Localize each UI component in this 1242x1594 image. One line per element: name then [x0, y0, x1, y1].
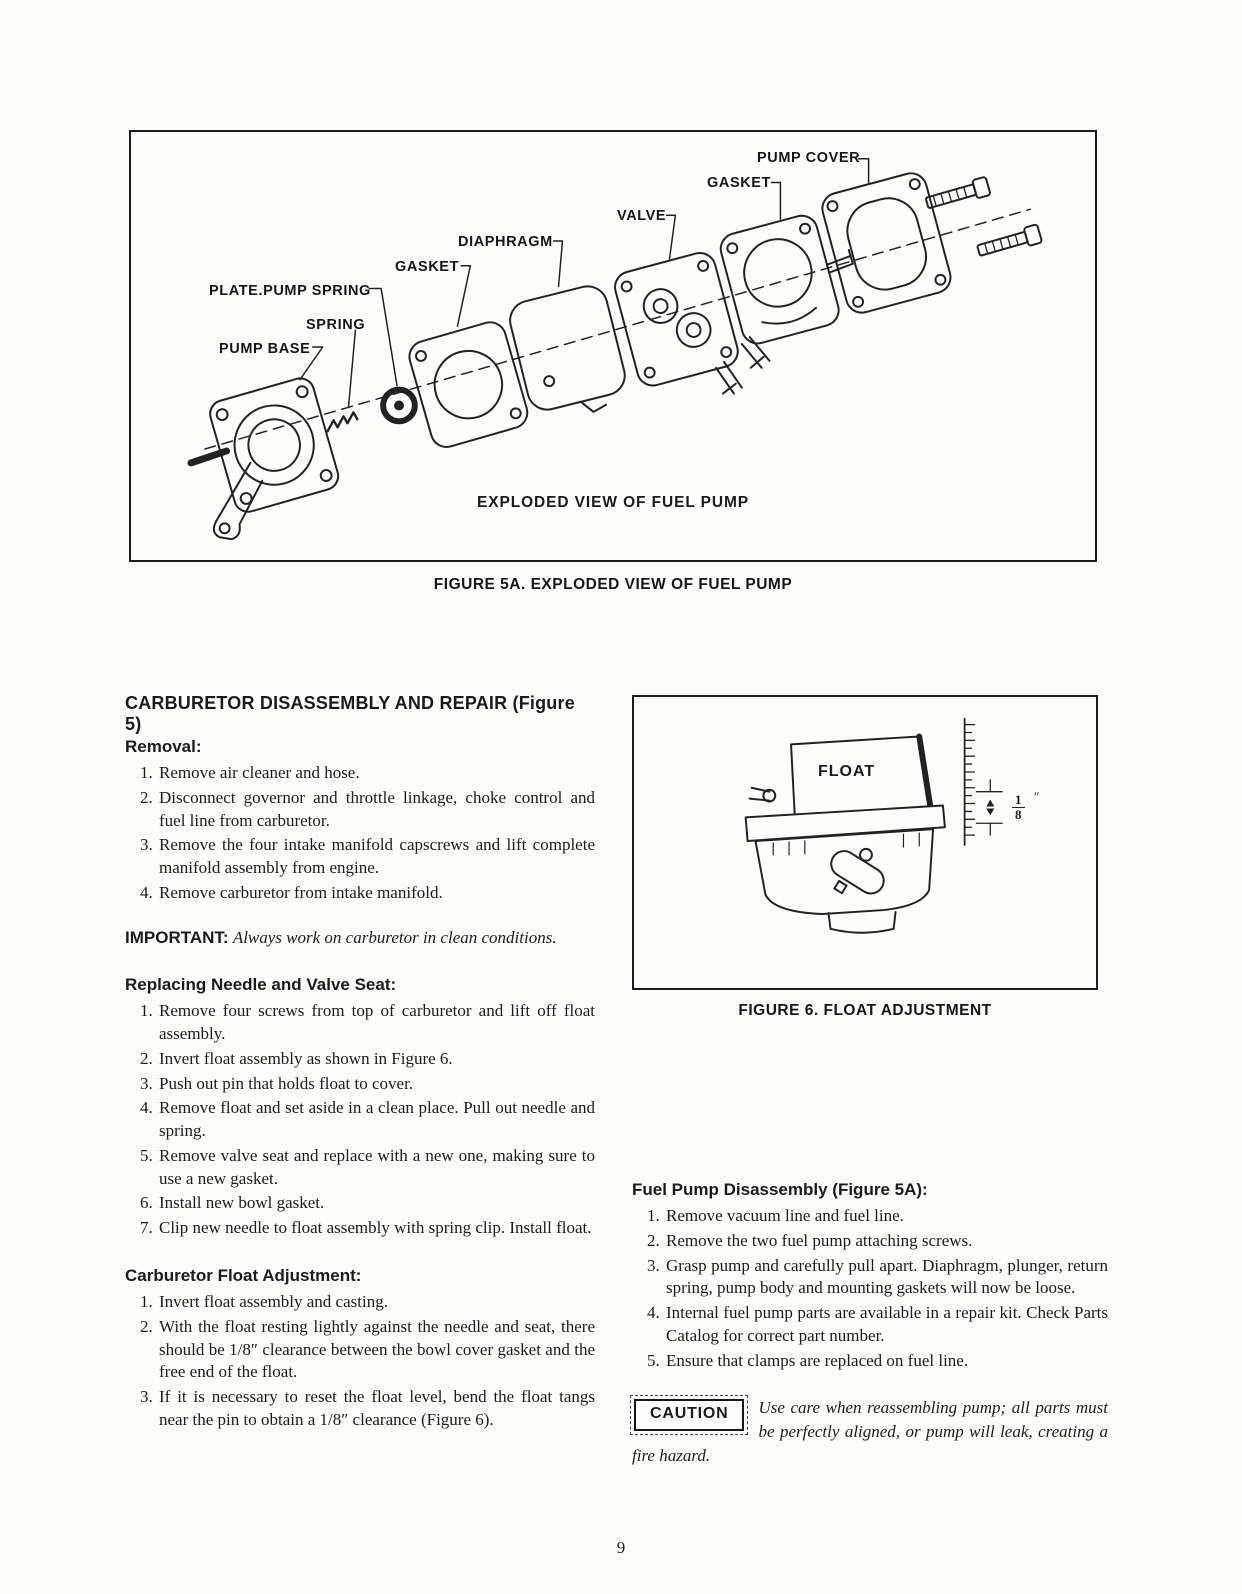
list-item: 1. Remove vacuum line and fuel line.	[664, 1205, 1108, 1228]
list-item: 2. With the float resting lightly against the needle and seat, there should be 1/8″ clearance between the bowl cover gasket and the free end of the float.	[157, 1316, 595, 1384]
float-adjustment-diagram	[634, 697, 1096, 988]
gasket-left-drawing	[406, 319, 531, 451]
screw-drawing-2	[976, 224, 1042, 260]
removal-steps	[125, 762, 595, 905]
right-column	[632, 1180, 1108, 1468]
screw-drawing-1	[924, 177, 990, 213]
caution-note	[632, 1396, 1108, 1467]
list-item: 4. Remove carburetor from intake manifold.	[157, 882, 595, 905]
subsection-float-adjustment: Carburetor Float Adjustment:	[125, 1266, 362, 1286]
subsection-removal: Removal:	[125, 737, 202, 756]
diagram-label-gasket-left: GASKET	[395, 259, 460, 275]
left-column	[125, 693, 595, 1434]
figure-5a	[129, 130, 1097, 562]
caution-text: Use care when reassembling pump; all parts must be perfectly aligned, or pump will leak, creating a fire hazard.	[632, 1398, 1108, 1465]
needle-valve-seat-steps	[125, 1000, 595, 1240]
figure-6	[632, 695, 1098, 990]
list-item: 1. Invert float assembly and casting.	[157, 1291, 595, 1314]
list-item: 5. Remove valve seat and replace with a new one, making sure to use a new gasket.	[157, 1145, 595, 1191]
pump-cover-drawing	[819, 170, 954, 316]
important-text: Always work on carburetor in clean conditions.	[232, 927, 557, 947]
list-item: 3. If it is necessary to reset the float level, bend the float tangs near the pin to obtain a 1/8″ clearance (Figure 6).	[157, 1386, 595, 1432]
page-number: 9	[616, 1538, 626, 1557]
list-item: 3. Remove the four intake manifold capscrews and lift complete manifold assembly from engine.	[157, 834, 595, 880]
list-item: 3. Push out pin that holds float to cover.	[157, 1073, 595, 1096]
list-item: 3. Grasp pump and carefully pull apart. Diaphragm, plunger, return spring, pump body and mounting gaskets will now be loose.	[664, 1255, 1108, 1301]
float-gap-unit: ″	[1034, 789, 1040, 804]
pump-base-drawing	[191, 375, 341, 539]
list-item: 4. Internal fuel pump parts are available in a repair kit. Check Parts Catalog for correct part number.	[664, 1302, 1108, 1348]
list-item: 6. Install new bowl gasket.	[157, 1192, 595, 1215]
figure-5a-inner-caption: EXPLODED VIEW OF FUEL PUMP	[477, 494, 749, 511]
list-item: 4. Remove float and set aside in a clean place. Pull out needle and spring.	[157, 1097, 595, 1143]
plate-pump-spring-drawing	[383, 390, 415, 422]
list-item: 2. Invert float assembly as shown in Figure 6.	[157, 1048, 595, 1071]
gasket-right-drawing	[717, 212, 842, 347]
subsection-fuel-pump-disassembly: Fuel Pump Disassembly (Figure 5A):	[632, 1180, 928, 1199]
diagram-label-pump-cover: PUMP COVER	[757, 150, 861, 166]
diagram-label-gasket-right: GASKET	[707, 175, 772, 191]
caution-badge: CAUTION	[634, 1399, 744, 1430]
valve-body-drawing	[612, 249, 770, 393]
diagram-label-pump-base: PUMP BASE	[219, 341, 311, 357]
leader-lines	[300, 159, 869, 408]
list-item: 2. Disconnect governor and throttle linkage, choke control and fuel line from carburetor.	[157, 787, 595, 833]
list-item: 7. Clip new needle to float assembly with spring clip. Install float.	[157, 1217, 595, 1240]
diagram-label-diaphragm: DIAPHRAGM	[458, 234, 553, 250]
section-title-carburetor-disassembly: CARBURETOR DISASSEMBLY AND REPAIR (Figure 5)	[125, 693, 575, 734]
pump-spring-drawing	[328, 412, 358, 431]
diagram-label-spring: SPRING	[306, 317, 366, 333]
important-label: IMPORTANT:	[125, 927, 229, 947]
float-adjustment-steps	[125, 1291, 595, 1432]
list-item: 1. Remove air cleaner and hose.	[157, 762, 595, 785]
diagram-label-plate-pump-spring: PLATE.PUMP SPRING	[209, 283, 371, 299]
important-note	[125, 927, 595, 950]
list-item: 2. Remove the two fuel pump attaching screws.	[664, 1230, 1108, 1253]
float-gap-measurement: $\frac{1}{8}$	[1012, 793, 1025, 823]
list-item: 1. Remove four screws from top of carburetor and lift off float assembly.	[157, 1000, 595, 1046]
subsection-needle-valve-seat: Replacing Needle and Valve Seat:	[125, 975, 397, 995]
figure-6-caption: FIGURE 6. FLOAT ADJUSTMENT	[738, 1002, 992, 1019]
fuel-pump-disassembly-steps	[632, 1205, 1108, 1372]
figure-5a-caption: FIGURE 5A. EXPLODED VIEW OF FUEL PUMP	[433, 576, 793, 593]
list-item: 5. Ensure that clamps are replaced on fuel line.	[664, 1350, 1108, 1373]
diagram-label-valve: VALVE	[617, 208, 667, 224]
float-label: FLOAT	[818, 763, 876, 780]
